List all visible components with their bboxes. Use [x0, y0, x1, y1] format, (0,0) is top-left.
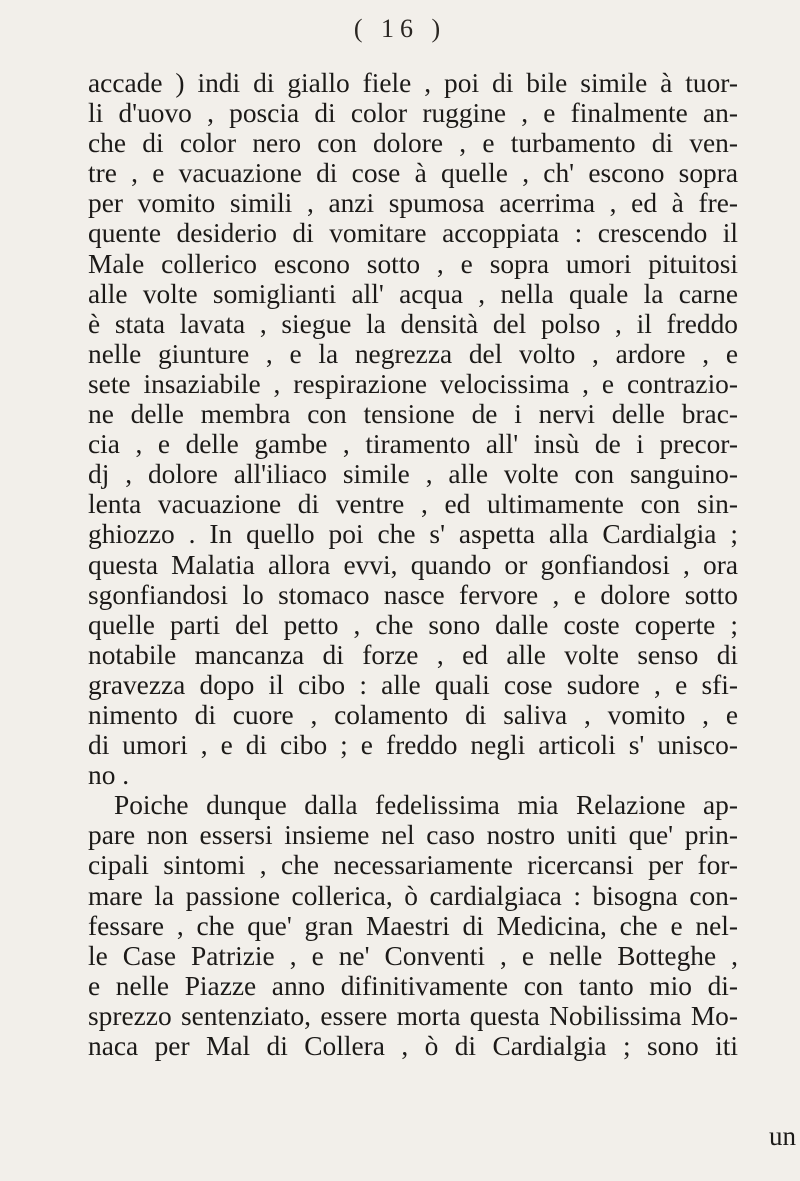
text-line: sgonfiandosi lo stomaco nasce fervore , e dolore sotto — [88, 579, 738, 610]
text-line: cipali sintomi , che necessariamente ricercansi per for- — [88, 850, 738, 881]
text-line: sete insaziabile , respirazione velocissima , e contrazio- — [88, 368, 738, 399]
text-line: pare non essersi insieme nel caso nostro uniti que' prin- — [88, 820, 738, 851]
text-line: per vomito simili , anzi spumosa acerrima , ed à fre- — [88, 188, 738, 219]
text-line: li d'uovo , poscia di color ruggine , e finalmente an- — [88, 98, 738, 129]
text-line: alle volte somiglianti all' acqua , nella quale la carne — [88, 278, 738, 309]
text-line: ne delle membra con tensione de i nervi delle brac- — [88, 399, 738, 430]
text-line: no . — [88, 760, 130, 791]
text-line: cia , e delle gambe , tiramento all' insù de i precor- — [88, 429, 738, 460]
text-line: di umori , e di cibo ; e freddo negli articoli s' unisco- — [88, 730, 738, 761]
text-line: le Case Patrizie , e ne' Conventi , e nelle Botteghe , — [88, 940, 738, 971]
text-line: fessare , che que' gran Maestri di Medicina, che e nel- — [88, 910, 738, 941]
text-line: ghiozzo . In quello poi che s' aspetta alla Cardialgia ; — [88, 519, 738, 550]
page-number: ( 16 ) — [353, 14, 447, 43]
text-line: dj , dolore all'iliaco simile , alle volte con sanguino- — [88, 459, 738, 490]
body-text — [88, 68, 738, 1061]
text-line: quente desiderio di vomitare accoppiata : crescendo il — [88, 218, 738, 249]
text-line: questa Malatia allora evvi, quando or gonfiandosi , ora — [88, 549, 738, 580]
catchword: un — [769, 1121, 796, 1151]
text-line: lenta vacuazione di ventre , ed ultimamente con sin- — [88, 489, 738, 520]
text-line: gravezza dopo il cibo : alle quali cose sudore , e sfi- — [88, 669, 738, 700]
text-line: che di color nero con dolore , e turbamento di ven- — [88, 128, 738, 159]
text-line: accade ) indi di giallo fiele , poi di bile simile à tuor- — [88, 68, 738, 98]
text-line: sprezzo sentenziato, essere morta questa Nobilissima Mo- — [88, 1000, 738, 1031]
text-line: tre , e vacuazione di cose à quelle , ch' escono sopra — [88, 158, 738, 189]
paragraph — [88, 790, 738, 1061]
text-line: mare la passione collerica, ò cardialgiaca : bisogna con- — [88, 880, 738, 911]
text-line: quelle parti del petto , che sono dalle coste coperte ; — [88, 609, 738, 640]
text-line: notabile mancanza di forze , ed alle volte senso di — [88, 639, 738, 670]
text-line: Male collerico escono sotto , e sopra umori pituitosi — [88, 248, 738, 279]
text-line: nimento di cuore , colamento di saliva , vomito , e — [88, 699, 738, 730]
text-line: è stata lavata , siegue la densità del polso , il freddo — [88, 308, 738, 339]
text-line: Poiche dunque dalla fedelissima mia Relazione ap- — [114, 790, 738, 821]
text-line: nelle giunture , e la negrezza del volto , ardore , e — [88, 338, 738, 369]
text-line: e nelle Piazze anno difinitivamente con tanto mio di- — [88, 970, 738, 1001]
paragraph — [88, 68, 738, 790]
text-line: naca per Mal di Collera , ò di Cardialgia ; sono iti — [88, 1031, 738, 1061]
